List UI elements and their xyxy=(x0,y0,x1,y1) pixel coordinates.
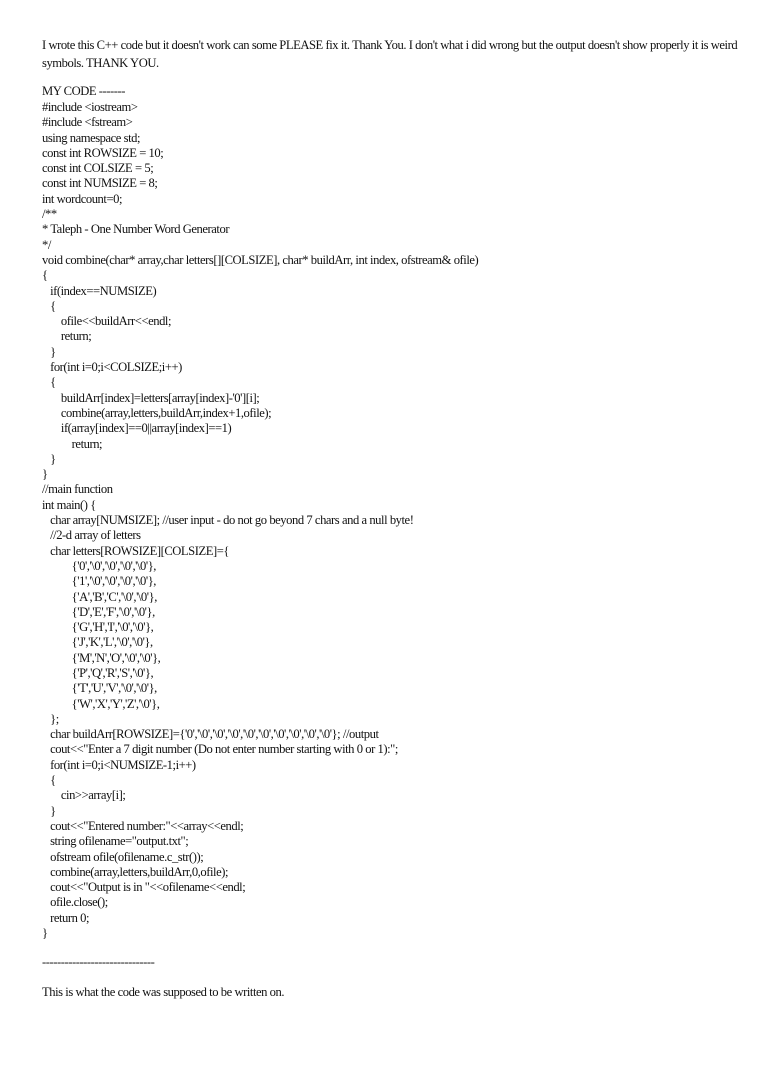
code-line: return 0; xyxy=(42,910,90,925)
code-line: } xyxy=(42,467,48,482)
intro-paragraph: I wrote this C++ code but it doesn't work can some PLEASE fix it. Thank You. I don't what i did wrong but the output doesn't show properly it is weird symbols. THANK YOU. xyxy=(42,38,740,70)
code-line: combine(array,letters,buildArr,0,ofile); xyxy=(42,864,228,879)
code-line: using namespace std; xyxy=(42,130,141,145)
code-line: cout<<"Entered number:"<<array<<endl; xyxy=(42,818,244,833)
code-line: {'W','X','Y','Z','\0'}, xyxy=(42,696,160,711)
code-line: } xyxy=(42,451,56,466)
code-line: int main() { xyxy=(42,497,96,512)
code-line: const int NUMSIZE = 8; xyxy=(42,176,158,191)
code-line: cout<<"Output is in "<<ofilename<<endl; xyxy=(42,880,246,895)
code-line: string ofilename="output.txt"; xyxy=(42,834,189,849)
code-line: {'D','E','F','\0','\0'}, xyxy=(42,604,155,619)
include-block xyxy=(42,100,742,146)
code-line: {'M','N','O','\0','\0'}, xyxy=(42,650,161,665)
code-line: {'T','U','V','\0','\0'}, xyxy=(42,681,157,696)
code-line: } xyxy=(42,926,48,941)
code-line: {'J','K','L','\0','\0'}, xyxy=(42,635,153,650)
closing-paragraph: This is what the code was supposed to be written on. xyxy=(42,985,285,1000)
code-line: combine(array,letters,buildArr,index+1,ofile); xyxy=(42,405,272,420)
code-line: /** xyxy=(42,207,57,222)
code-line: {'G','H','I','\0','\0'}, xyxy=(42,620,154,635)
code-line: }; xyxy=(42,711,59,726)
code-line: } xyxy=(42,344,56,359)
code-line: { xyxy=(42,375,56,390)
code-line: #include <fstream> xyxy=(42,115,133,130)
code-line: cin>>array[i]; xyxy=(42,788,126,803)
code-line: const int COLSIZE = 5; xyxy=(42,161,154,176)
code-line: //2-d array of letters xyxy=(42,528,141,543)
code-line: for(int i=0;i<COLSIZE;i++) xyxy=(42,360,182,375)
document-page xyxy=(42,36,742,1001)
code-line: const int ROWSIZE = 10; xyxy=(42,145,164,160)
code-line: {'1','\0','\0','\0','\0'}, xyxy=(42,574,156,589)
code-line: char array[NUMSIZE]; //user input - do not go beyond 7 chars and a null byte! xyxy=(42,513,414,528)
code-line: * Taleph - One Number Word Generator xyxy=(42,222,230,237)
code-line: for(int i=0;i<NUMSIZE-1;i++) xyxy=(42,757,196,772)
code-line: void combine(char* array,char letters[][COLSIZE], char* buildArr, int index, ofstream& ofile) xyxy=(42,252,479,267)
code-line: ofile.close(); xyxy=(42,895,108,910)
code-line: { xyxy=(42,298,56,313)
code-line: */ xyxy=(42,237,51,252)
code-line: {'0','\0','\0','\0','\0'}, xyxy=(42,558,156,573)
code-line: return; xyxy=(42,329,92,344)
code-line: if(index==NUMSIZE) xyxy=(42,283,157,298)
code-line: #include <iostream> xyxy=(42,100,138,114)
code-line: char letters[ROWSIZE][COLSIZE]={ xyxy=(42,543,229,558)
code-line: int wordcount=0; xyxy=(42,191,123,206)
code-line: char buildArr[ROWSIZE]={'0','\0','\0','\0','\0','\0','\0','\0','\0','\0'}; //output xyxy=(42,727,379,742)
code-line: return; xyxy=(42,436,103,451)
code-line: cout<<"Enter a 7 digit number (Do not enter number starting with 0 or 1):"; xyxy=(42,742,398,757)
code-line: { xyxy=(42,268,48,283)
code-line: //main function xyxy=(42,482,113,497)
code-line: buildArr[index]=letters[array[index]-'0'][i]; xyxy=(42,390,260,405)
separator-line: ------------------------------ xyxy=(42,955,155,970)
code-line: { xyxy=(42,773,56,788)
code-line: {'A','B','C','\0','\0'}, xyxy=(42,589,157,604)
code-line: } xyxy=(42,803,56,818)
code-block xyxy=(42,146,742,941)
code-line: ofstream ofile(ofilename.c_str()); xyxy=(42,849,204,864)
code-line: ofile<<buildArr<<endl; xyxy=(42,314,172,329)
code-line: {'P','Q','R','S','\0'}, xyxy=(42,665,154,680)
my-code-heading: MY CODE ------- xyxy=(42,84,126,98)
code-line: if(array[index]==0||array[index]==1) xyxy=(42,421,232,436)
